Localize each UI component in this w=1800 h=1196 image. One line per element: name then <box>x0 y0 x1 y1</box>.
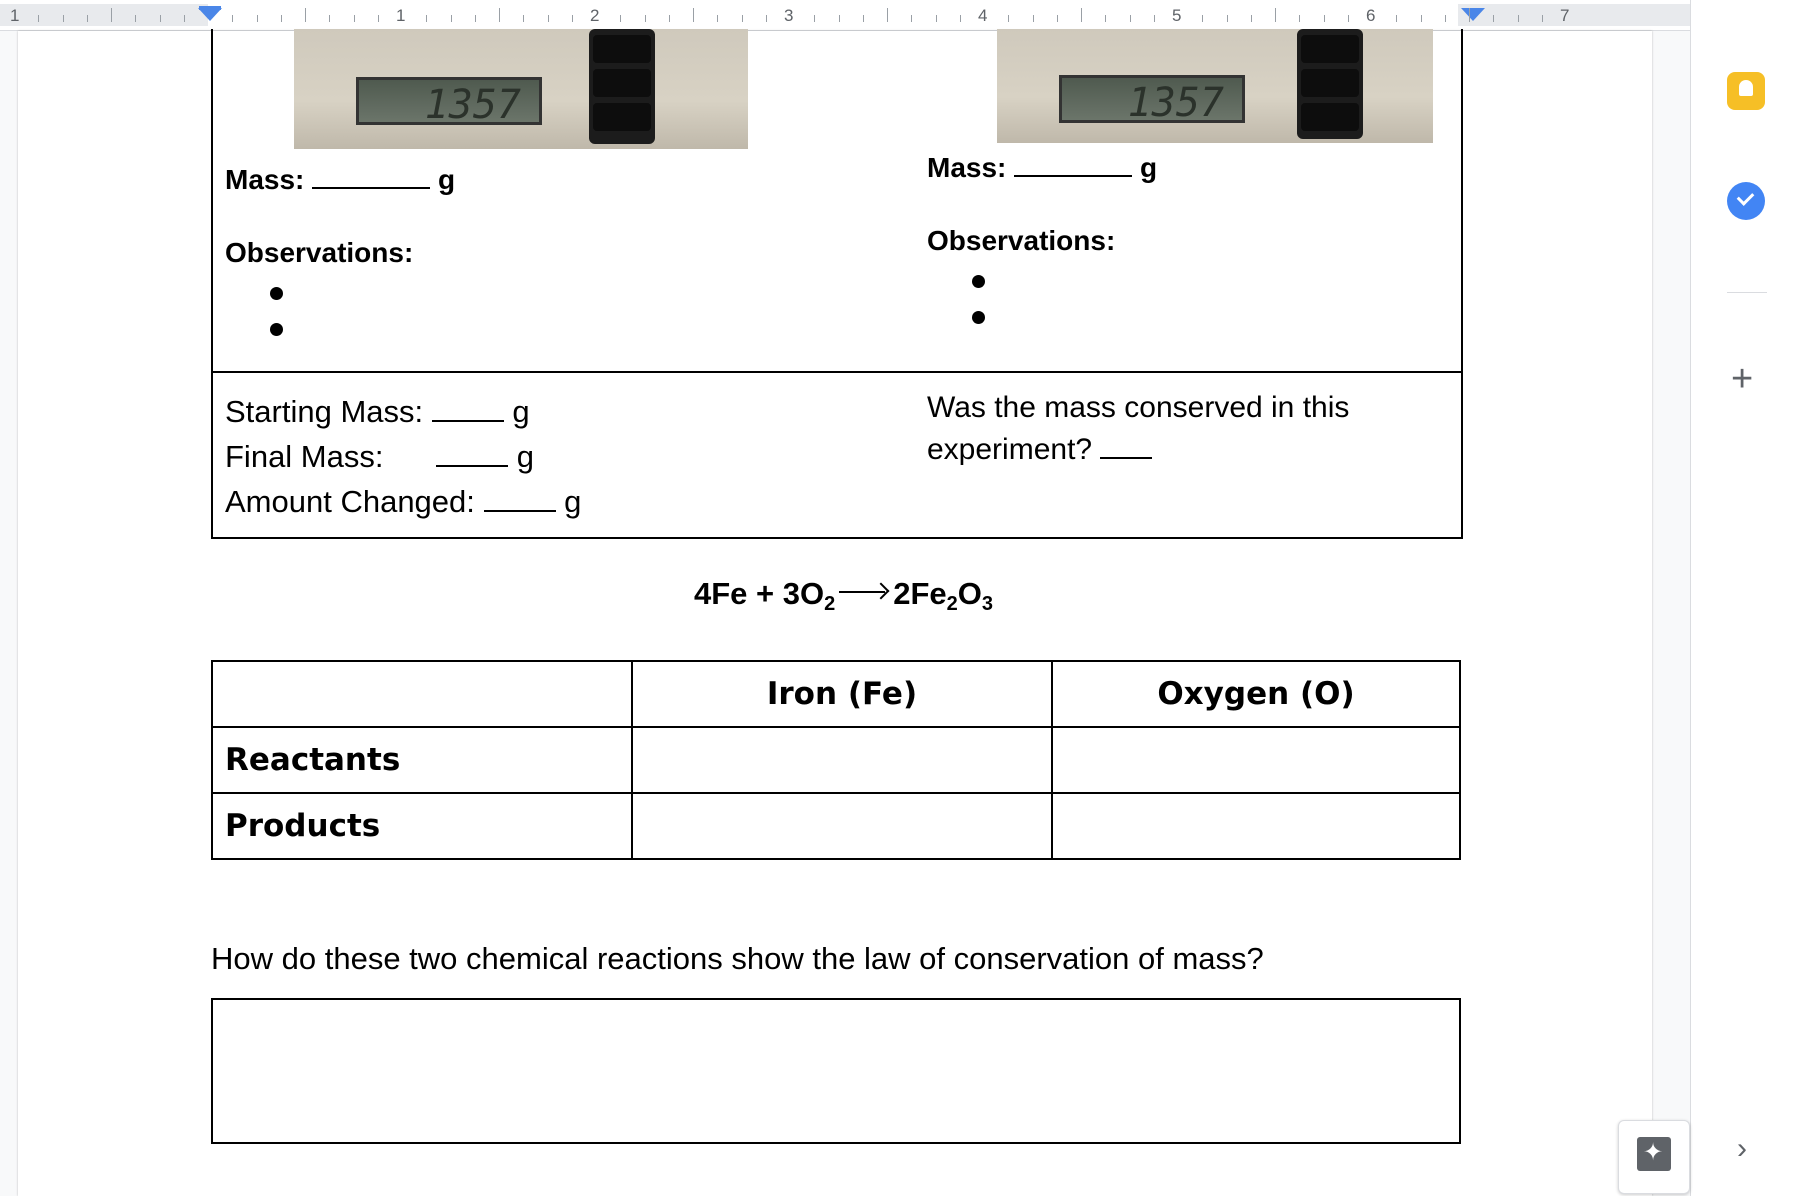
ruler-tick <box>960 15 961 22</box>
ruler-tick <box>1518 15 1519 22</box>
table-header-row <box>212 661 1460 727</box>
ruler-number: 1 <box>396 6 406 25</box>
ruler-number: 2 <box>590 6 600 25</box>
ruler-tick <box>1130 15 1131 22</box>
ruler-tick <box>135 15 136 22</box>
ruler-tick <box>1154 15 1155 22</box>
side-panel <box>1690 0 1800 1196</box>
explore-button[interactable] <box>1618 1120 1690 1194</box>
side-panel-divider <box>1727 292 1767 293</box>
mass-line-left: Mass: g <box>225 164 456 195</box>
ruler-tick <box>1202 15 1203 22</box>
ruler-tick <box>1033 15 1034 22</box>
row-label-reactants[interactable]: Reactants <box>212 727 632 793</box>
ruler-tick <box>572 15 573 22</box>
ruler-tick <box>936 15 937 22</box>
ruler-tick <box>1299 15 1300 22</box>
ruler-tick <box>742 15 743 22</box>
ruler-tick <box>499 8 500 22</box>
table-cell[interactable] <box>632 727 1052 793</box>
ruler-number: 3 <box>784 6 794 25</box>
row-divider <box>213 371 1461 373</box>
ruler-tick <box>1469 8 1470 22</box>
bullet <box>972 311 985 324</box>
ruler-tick <box>1445 15 1446 22</box>
ruler-tick <box>693 8 694 22</box>
table-row <box>212 793 1460 859</box>
ruler-number: 5 <box>1172 6 1182 25</box>
ruler-tick <box>1493 15 1494 22</box>
ruler-tick <box>814 15 815 22</box>
ruler-tick <box>1008 15 1009 22</box>
chevron-right-icon[interactable]: › <box>1737 1132 1747 1165</box>
ruler-tick <box>887 8 888 22</box>
ruler-tick <box>329 15 330 22</box>
ruler-number: 4 <box>978 6 988 25</box>
mass-blank[interactable] <box>1014 151 1132 177</box>
ruler-tick <box>111 8 112 22</box>
scale-photo-right <box>997 29 1433 143</box>
table-cell[interactable] <box>212 661 632 727</box>
ruler-number: 6 <box>1366 6 1376 25</box>
row-label-products[interactable]: Products <box>212 793 632 859</box>
amount-changed-blank[interactable] <box>484 486 556 512</box>
ruler-tick <box>257 15 258 22</box>
observations-label-right: Observations: <box>927 225 1116 256</box>
conservation-question: Was the mass conserved in this experiment? <box>927 391 1350 466</box>
ruler-left-margin <box>0 4 208 26</box>
bullet <box>270 323 283 336</box>
left-indent-marker[interactable] <box>198 8 222 21</box>
ruler-tick <box>354 15 355 22</box>
ruler-tick <box>426 15 427 22</box>
answer-box[interactable] <box>211 998 1461 1144</box>
scale-display: 1357 <box>1059 75 1245 123</box>
scale-buttons <box>1297 29 1363 139</box>
starting-mass-blank[interactable] <box>432 396 504 422</box>
scale-buttons <box>589 29 655 144</box>
ruler-tick <box>863 15 864 22</box>
reaction-arrow <box>839 591 885 593</box>
experiment-table <box>211 29 1463 539</box>
chemical-equation: $4Fe + 3O_2$ $2Fe_2O_3$ <box>694 576 994 615</box>
ruler-tick <box>378 15 379 22</box>
ruler-tick <box>1324 15 1325 22</box>
conserved-answer-blank[interactable] <box>1100 433 1152 459</box>
ruler-tick <box>87 15 88 22</box>
table-header-oxygen[interactable]: Oxygen (O) <box>1052 661 1460 727</box>
ruler-tick <box>523 15 524 22</box>
ruler-tick <box>63 15 64 22</box>
ruler-tick <box>645 15 646 22</box>
ruler-tick <box>1542 15 1543 22</box>
ruler-tick <box>669 15 670 22</box>
ruler-tick <box>717 15 718 22</box>
table-header-iron[interactable]: Iron (Fe) <box>632 661 1052 727</box>
table-cell[interactable] <box>1052 793 1460 859</box>
right-indent-marker[interactable] <box>1461 8 1485 21</box>
ruler-tick <box>281 15 282 22</box>
mass-summary: Starting Mass: g Final Mass: g Amount Changed: g <box>225 394 582 519</box>
ruler-number: 7 <box>1560 6 1570 25</box>
ruler-tick <box>1105 15 1106 22</box>
ruler-tick <box>184 15 185 22</box>
ruler-tick <box>160 15 161 22</box>
ruler-tick <box>232 15 233 22</box>
mass-line-right: Mass: g <box>927 152 1158 183</box>
final-mass-blank[interactable] <box>436 441 508 467</box>
ruler-tick <box>1081 8 1082 22</box>
add-icon[interactable]: + <box>1731 358 1754 400</box>
document-page[interactable] <box>18 31 1652 1196</box>
bullet <box>972 275 985 288</box>
ruler-tick <box>38 15 39 22</box>
table-cell[interactable] <box>632 793 1052 859</box>
keep-icon[interactable] <box>1727 72 1765 110</box>
scale-photo-left <box>294 29 748 149</box>
bullet <box>270 287 283 300</box>
ruler-tick <box>1275 8 1276 22</box>
ruler-number: 1 <box>10 6 20 25</box>
ruler-tick <box>1421 15 1422 22</box>
ruler-tick <box>1227 15 1228 22</box>
table-row <box>212 727 1460 793</box>
ruler-tick <box>911 15 912 22</box>
ruler-tick <box>766 15 767 22</box>
atom-count-table <box>211 660 1461 860</box>
mass-blank[interactable] <box>312 163 430 189</box>
table-cell[interactable] <box>1052 727 1460 793</box>
scale-display: 1357 <box>356 77 542 125</box>
explore-icon <box>1637 1137 1671 1171</box>
ruler-tick <box>1251 15 1252 22</box>
ruler-tick <box>451 15 452 22</box>
ruler-tick <box>839 15 840 22</box>
ruler-tick <box>475 15 476 22</box>
ruler-tick <box>305 8 306 22</box>
observations-label-left: Observations: <box>225 237 414 268</box>
ruler-tick <box>1396 15 1397 22</box>
ruler-tick <box>1348 15 1349 22</box>
tasks-icon[interactable] <box>1727 182 1765 220</box>
horizontal-ruler[interactable] <box>0 0 1690 31</box>
ruler-tick <box>620 15 621 22</box>
ruler-tick <box>548 15 549 22</box>
ruler-tick <box>1057 15 1058 22</box>
conservation-law-question: How do these two chemical reactions show the law of conservation of mass? <box>211 941 1264 976</box>
